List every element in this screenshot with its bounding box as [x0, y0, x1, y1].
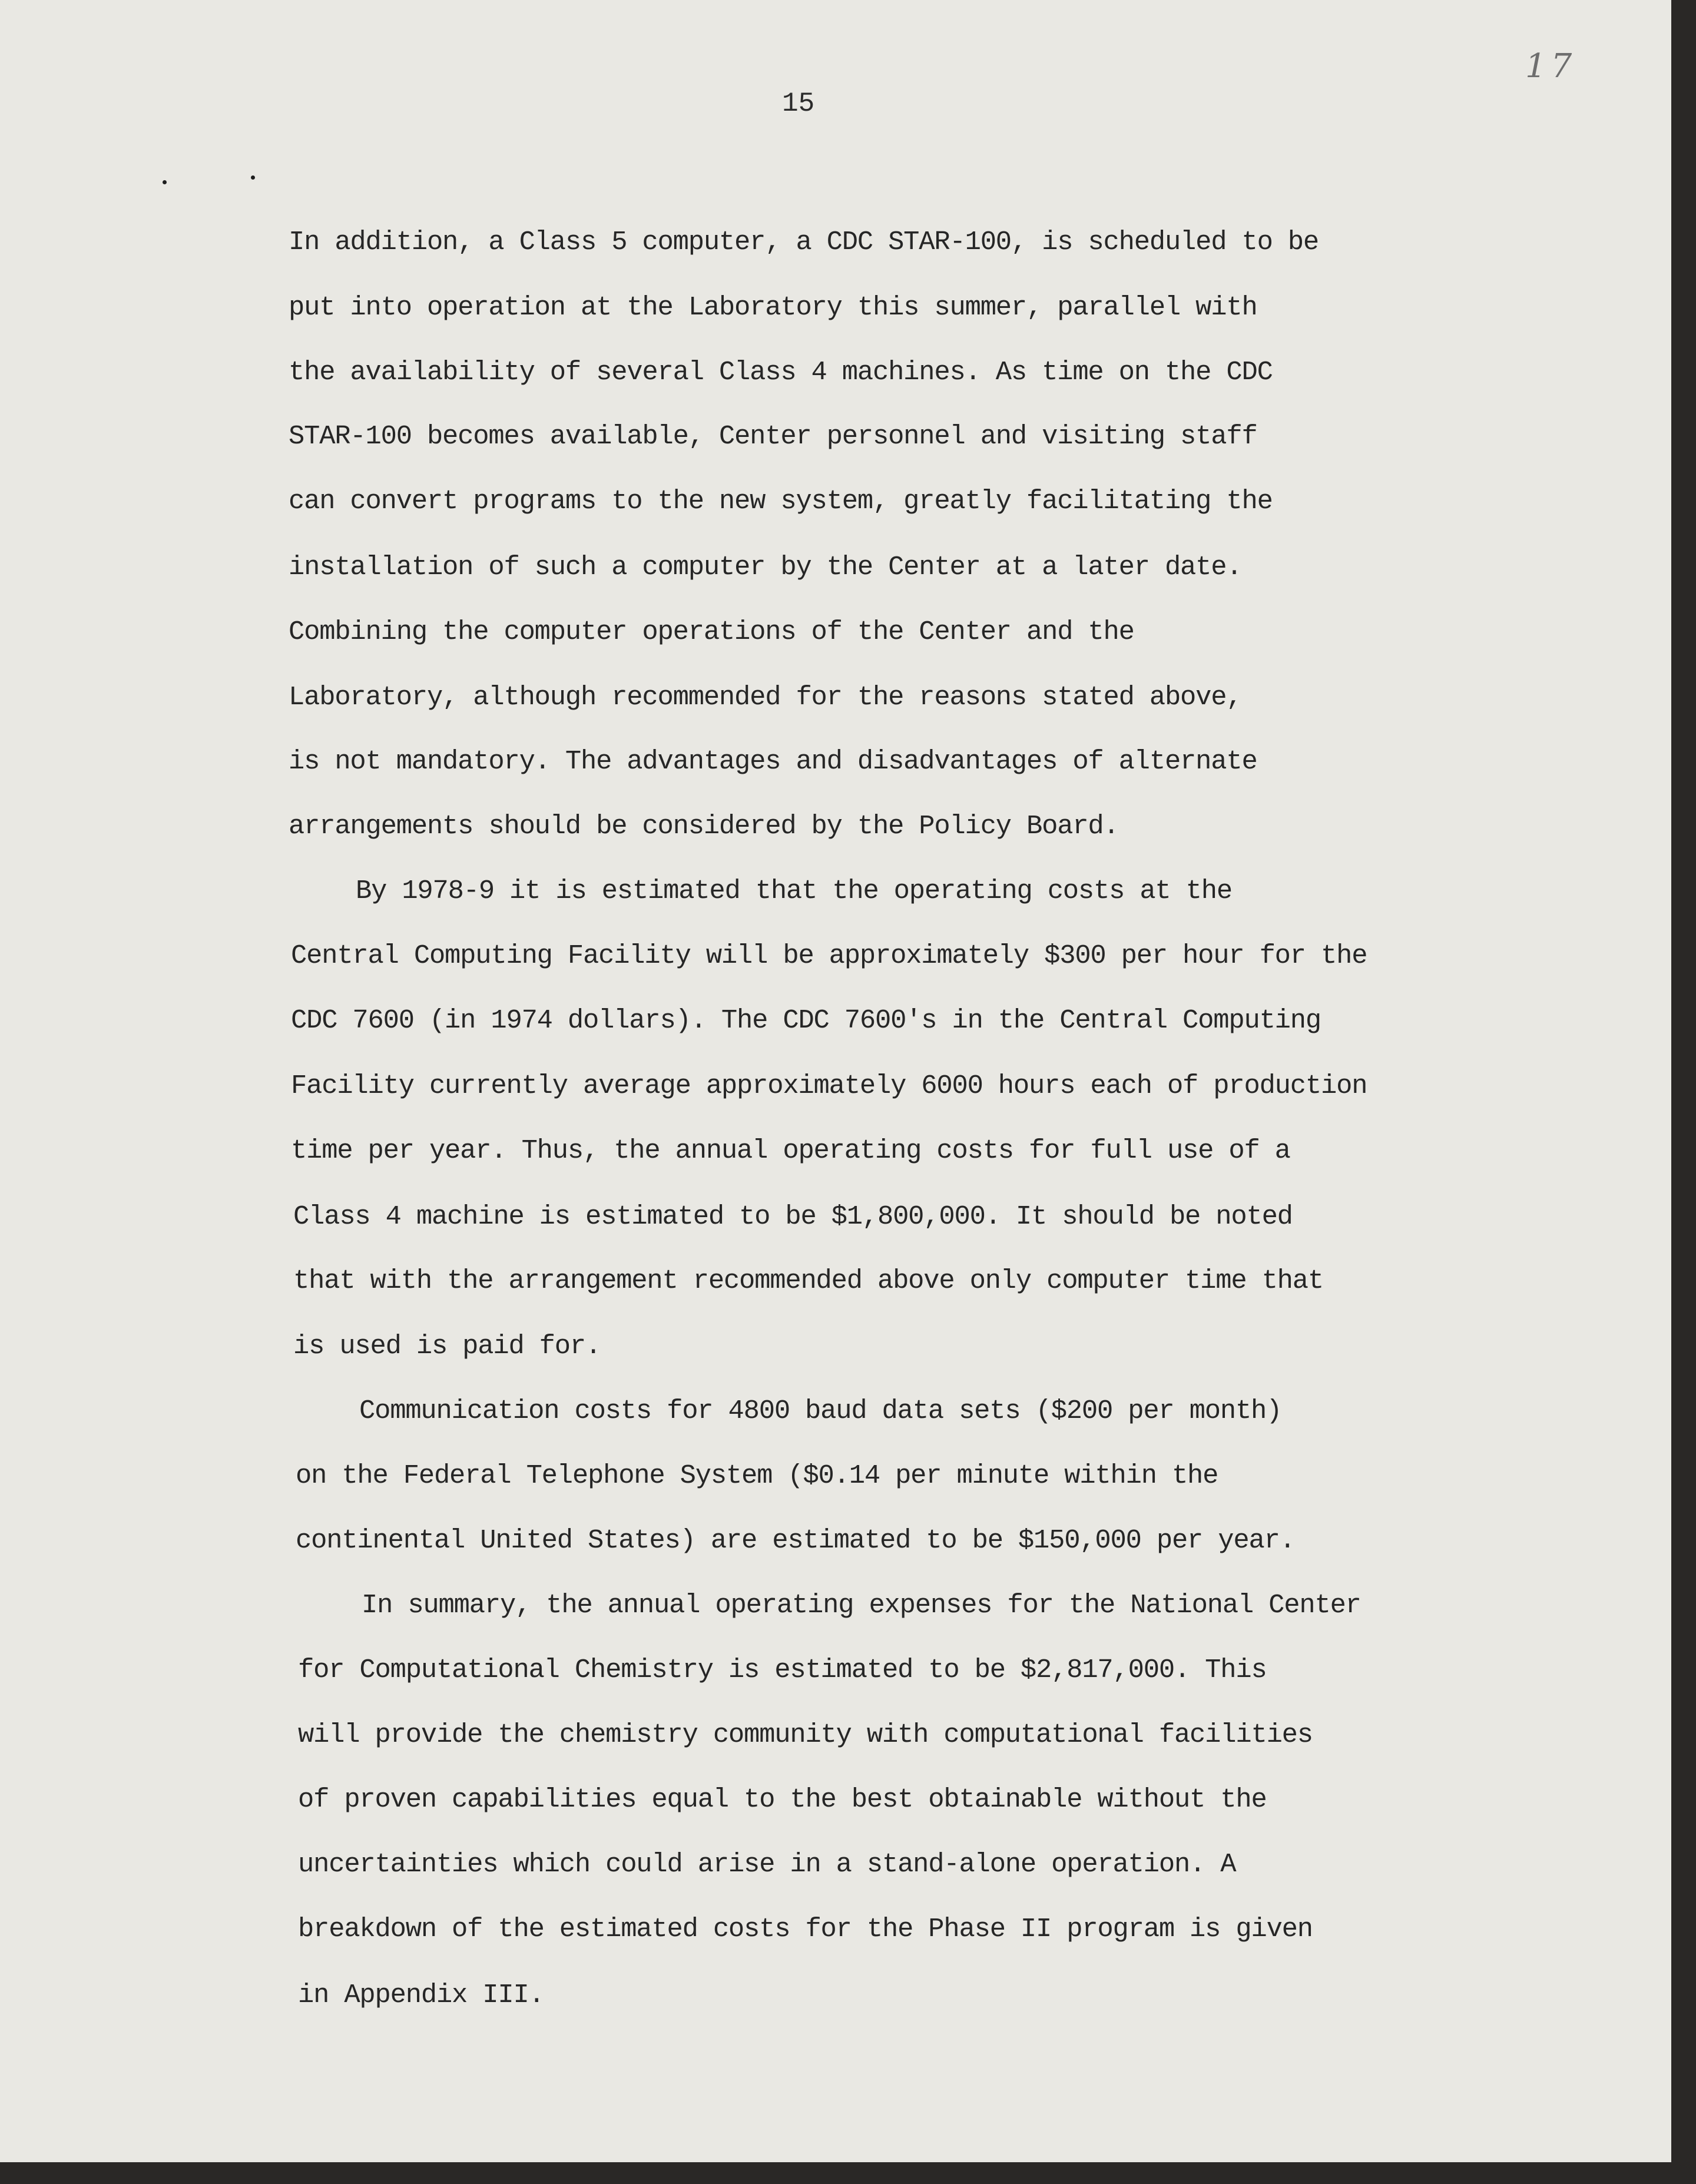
stray-mark [251, 175, 255, 180]
text-line: can convert programs to the new system, greatly facilitating the [289, 486, 1273, 516]
text-line: is not mandatory. The advantages and disadvantages of alternate [289, 746, 1257, 777]
text-line: CDC 7600 (in 1974 dollars). The CDC 7600's in the Central Computing [291, 1005, 1321, 1036]
text-line: in Appendix III. [298, 1980, 544, 2010]
text-line: Laboratory, although recommended for the reasons stated above, [289, 682, 1242, 712]
text-line: arrangements should be considered by the Policy Board. [289, 811, 1119, 841]
text-line: is used is paid for. [293, 1331, 601, 1361]
text-line: that with the arrangement recommended above only computer time that [293, 1265, 1323, 1296]
text-line: In addition, a Class 5 computer, a CDC STAR-100, is scheduled to be [289, 227, 1319, 257]
text-line: uncertainties which could arise in a stand-alone operation. A [298, 1849, 1236, 1880]
handwritten-margin-note: 17 [1525, 47, 1577, 85]
text-line: Central Computing Facility will be approximately $300 per hour for the [291, 940, 1367, 971]
text-line: STAR-100 becomes available, Center personnel and visiting staff [289, 421, 1257, 452]
text-line: Combining the computer operations of the Center and the [289, 617, 1134, 647]
text-line: of proven capabilities equal to the best obtainable without the [298, 1784, 1267, 1815]
text-line: for Computational Chemistry is estimated to be $2,817,000. This [298, 1655, 1267, 1685]
text-line: Class 4 machine is estimated to be $1,800,000. It should be noted [293, 1201, 1293, 1232]
text-line: breakdown of the estimated costs for the Phase II program is given [298, 1914, 1313, 1944]
text-line: installation of such a computer by the Center at a later date. [289, 552, 1242, 582]
text-line: By 1978-9 it is estimated that the operating costs at the [356, 876, 1232, 906]
text-line: the availability of several Class 4 machines. As time on the CDC [289, 357, 1273, 387]
text-line: continental United States) are estimated to be $150,000 per year. [296, 1525, 1295, 1556]
text-line: put into operation at the Laboratory this summer, parallel with [289, 292, 1257, 323]
text-line: Communication costs for 4800 baud data sets ($200 per month) [359, 1396, 1282, 1426]
stray-mark [163, 180, 167, 184]
page-number: 15 [782, 88, 815, 119]
text-line: on the Federal Telephone System ($0.14 per minute within the [296, 1460, 1218, 1491]
text-line: In summary, the annual operating expenses for the National Center [362, 1590, 1361, 1620]
text-line: Facility currently average approximately 6000 hours each of production [291, 1071, 1367, 1101]
text-line: will provide the chemistry community with computational facilities [298, 1719, 1313, 1750]
text-line: time per year. Thus, the annual operating costs for full use of a [291, 1135, 1290, 1166]
